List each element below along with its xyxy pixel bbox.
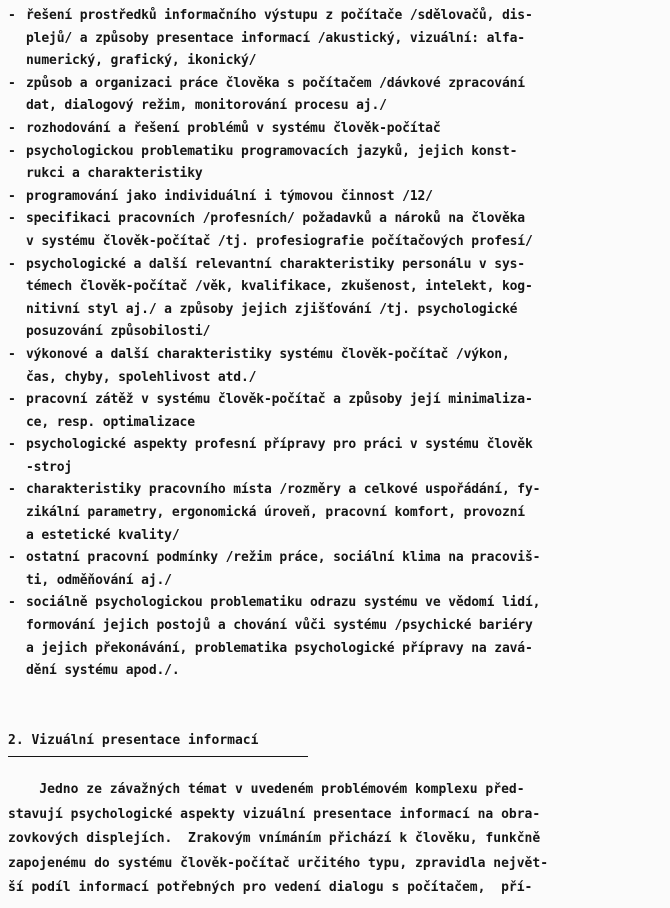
bullet-dash: - (8, 482, 16, 498)
bullet-dash: - (8, 256, 16, 272)
bullet-dash: - (8, 8, 16, 23)
text-line: formování jejich postojů a chování vůči systému /psychické bariéry (26, 618, 533, 634)
text-line: a jejich překonávání, problematika psychologické přípravy na zavá- (26, 640, 533, 656)
bullet-list (8, 5, 658, 683)
text-line: zikální parametry, ergonomická úroveň, pracovní komfort, provozní (26, 505, 525, 521)
text-line: numerický, grafický, ikonický/ (26, 53, 257, 69)
list-item (8, 186, 658, 209)
text-line: ti, odměňování aj./ (26, 572, 172, 588)
body-paragraph (8, 778, 658, 901)
list-item-text (26, 344, 658, 389)
paragraph-line: ší podíl informací potřebných pro vedení dialogu s počítačem, pří- (8, 880, 533, 895)
list-item (8, 389, 658, 434)
list-item (8, 592, 658, 682)
bullet-dash: - (8, 120, 16, 136)
list-item (8, 547, 658, 592)
text-line: pracovní zátěž v systému člověk-počítač a způsoby její minimaliza- (26, 392, 533, 408)
list-item-text (26, 141, 658, 186)
list-item-text (26, 208, 658, 253)
bullet-dash: - (8, 550, 16, 566)
bullet-dash: - (8, 75, 16, 91)
text-line: dění systému apod./. (26, 663, 180, 679)
list-item (8, 73, 658, 118)
bullet-dash: - (8, 143, 16, 159)
text-line: psychologické aspekty profesní přípravy pro práci v systému člověk (26, 437, 533, 453)
text-line: čas, chyby, spolehlivost atd./ (26, 369, 257, 385)
list-item-text (26, 186, 658, 209)
list-item-text (26, 434, 658, 479)
list-item-text (26, 73, 658, 118)
bullet-dash: - (8, 211, 16, 227)
text-line: rozhodování a řešení problémů v systému člověk-počítač (26, 120, 441, 136)
list-item-text (26, 547, 658, 592)
text-line: sociálně psychologickou problematiku odrazu systému ve vědomí lidí, (26, 595, 541, 611)
list-item-text (26, 479, 658, 547)
text-line: témech člověk-počítač /věk, kvalifikace, zkušenost, intelekt, kog- (26, 279, 533, 295)
text-line: specifikaci pracovních /profesních/ požadavků a nároků na člověka (26, 211, 525, 227)
list-item (8, 118, 658, 141)
text-line: výkonové a další charakteristiky systému člověk-počítač /výkon, (26, 346, 510, 362)
paragraph-line: zapojenému do systému člověk-počítač určitého typu, zpravidla největ- (8, 855, 549, 871)
text-line: plejů/ a způsoby presentace informací /akustický, vizuální: alfa- (26, 30, 525, 46)
paragraph-line: stavují psychologické aspekty vizuální presentace informací na obra- (8, 806, 541, 822)
bullet-dash: - (8, 595, 16, 611)
text-line: způsob a organizaci práce člověka s počítačem /dávkové zpracování (26, 75, 525, 91)
bullet-dash: - (8, 437, 16, 453)
list-item (8, 208, 658, 253)
text-line: posuzování způsobilosti/ (26, 324, 211, 340)
text-line: a estetické kvality/ (26, 527, 180, 543)
list-item (8, 5, 658, 73)
text-line: charakteristiky pracovního místa /rozměry a celkové uspořádání, fy- (26, 482, 541, 498)
text-line: rukci a charakteristiky (26, 166, 203, 182)
paragraph-line: Jedno ze závažných témat v uvedeném problémovém komplexu před- (8, 782, 525, 797)
text-line: programování jako individuální i týmovou činnost /12/ (26, 188, 433, 204)
bullet-dash: - (8, 346, 16, 362)
list-item-text (26, 118, 658, 141)
list-item-text (26, 5, 658, 73)
text-line: nitivní styl aj./ a způsoby jejich zjišťování /tj. psychologické (26, 301, 518, 317)
text-line: v systému člověk-počítač /tj. profesiografie počítačových profesí/ (26, 233, 533, 249)
text-line: dat, dialogový režim, monitorování procesu aj./ (26, 98, 387, 114)
bullet-dash: - (8, 392, 16, 408)
text-line: -stroj (26, 459, 73, 475)
list-item-text (26, 389, 658, 434)
list-item (8, 479, 658, 547)
list-item (8, 254, 658, 344)
text-line: řešení prostředků informačního výstupu z počítače /sdělovačů, dis- (26, 8, 533, 23)
list-item-text (26, 592, 658, 682)
section-heading: 2. Vizuální presentace informací (8, 733, 259, 748)
list-item (8, 434, 658, 479)
text-line: ce, resp. optimalizace (26, 414, 195, 430)
paragraph-line: zovkových displejích. Zrakovým vnímáním přichází k člověku, funkčně (8, 831, 541, 846)
bullet-dash: - (8, 188, 16, 204)
list-item (8, 344, 658, 389)
text-line: psychologickou problematiku programovacích jazyků, jejich konst- (26, 143, 518, 159)
text-line: ostatní pracovní podmínky /režim práce, sociální klima na pracoviš- (26, 550, 541, 566)
list-item-text (26, 254, 658, 344)
heading-underline (8, 756, 308, 757)
text-line: psychologické a další relevantní charakteristiky personálu v sys- (26, 256, 525, 272)
list-item (8, 141, 658, 186)
